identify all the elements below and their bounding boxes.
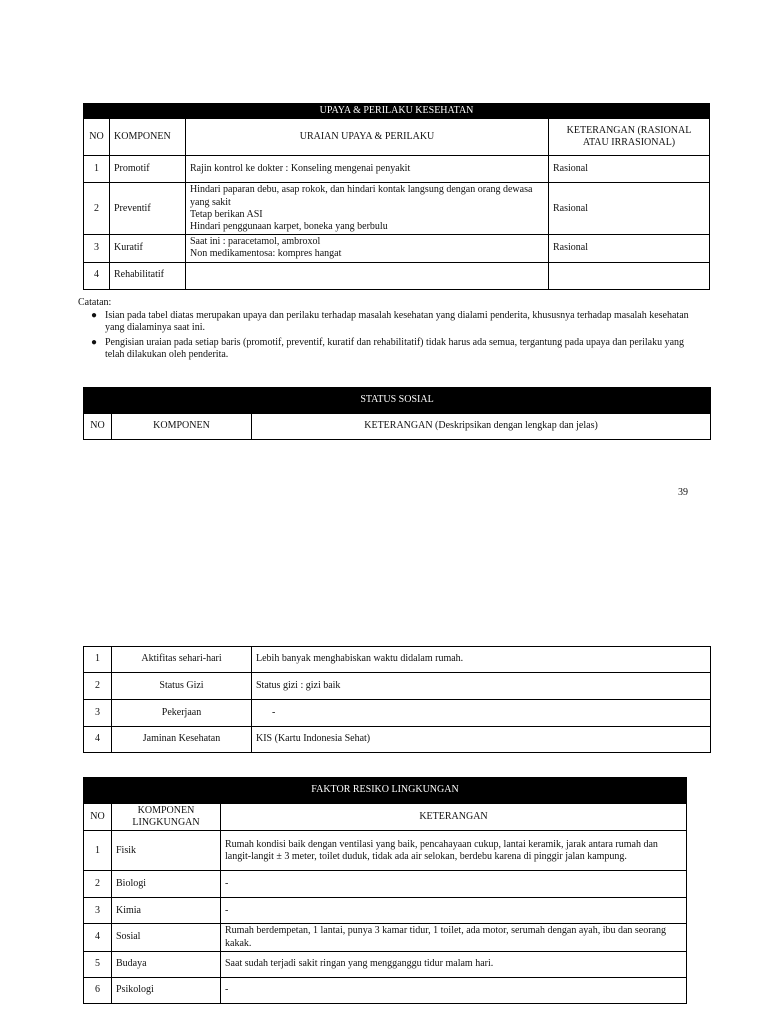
row-no: 2 xyxy=(84,183,110,235)
header-komponen: KOMPONEN xyxy=(112,414,252,440)
status-sosial-rows-table xyxy=(83,646,711,753)
row-keterangan: - xyxy=(221,977,687,1003)
row-no: 2 xyxy=(84,871,112,898)
row-keterangan: - xyxy=(252,700,711,727)
catatan-item xyxy=(91,336,698,362)
table-row xyxy=(84,156,710,183)
row-keterangan: KIS (Kartu Indonesia Sehat) xyxy=(252,727,711,753)
row-no: 2 xyxy=(84,673,112,700)
table-row xyxy=(84,977,687,1003)
table-row xyxy=(84,700,711,727)
row-komponen: Biologi xyxy=(112,871,221,898)
faktor-resiko-table xyxy=(83,777,687,1004)
row-no: 5 xyxy=(84,951,112,977)
uraian-line: Hindari penggunaan karpet, boneka yang berbulu xyxy=(190,220,388,232)
row-keterangan: Rasional xyxy=(549,183,710,235)
status-sosial-table xyxy=(83,387,711,440)
page-number: 39 xyxy=(678,487,688,498)
table-row xyxy=(84,831,687,871)
row-keterangan: - xyxy=(221,898,687,924)
catatan-label: Catatan: xyxy=(78,297,112,308)
row-uraian xyxy=(186,235,549,262)
row-komponen: Jaminan Kesehatan xyxy=(112,727,252,753)
row-keterangan: Status gizi : gizi baik xyxy=(252,673,711,700)
row-no: 1 xyxy=(84,156,110,183)
row-keterangan: Rasional xyxy=(549,156,710,183)
row-keterangan: Rasional xyxy=(549,235,710,262)
table-row xyxy=(84,183,710,235)
uraian-line: Tetap berikan ASI xyxy=(190,208,263,220)
table-row xyxy=(84,647,711,673)
header-komponen: KOMPONEN LINGKUNGAN xyxy=(112,804,221,831)
faktor-title: FAKTOR RESIKO LINGKUNGAN xyxy=(84,778,687,804)
upaya-table xyxy=(83,103,710,290)
row-no: 1 xyxy=(84,647,112,673)
catatan-text: Isian pada tabel diatas merupakan upaya dan perilaku terhadap masalah kesehatan yang dialami penderita, khususnya terhadap masalah kesehatan yang dialaminya saat ini. xyxy=(105,309,689,333)
upaya-title: UPAYA & PERILAKU KESEHATAN xyxy=(84,104,710,119)
row-komponen: Kimia xyxy=(112,898,221,924)
row-komponen: Fisik xyxy=(112,831,221,871)
status-sosial-title: STATUS SOSIAL xyxy=(84,388,711,414)
bullet-icon: ● xyxy=(91,336,98,348)
row-keterangan xyxy=(549,262,710,289)
uraian-line: Non medikamentosa: kompres hangat xyxy=(190,248,342,260)
table-row xyxy=(84,727,711,753)
header-keterangan: KETERANGAN (Deskripsikan dengan lengkap dan jelas) xyxy=(252,414,711,440)
row-keterangan: Saat sudah terjadi sakit ringan yang mengganggu tidur malam hari. xyxy=(221,951,687,977)
uraian-line: Rajin kontrol ke dokter : Konseling mengenai penyakit xyxy=(190,163,411,175)
row-komponen: Rehabilitatif xyxy=(110,262,186,289)
uraian-line: Saat ini : paracetamol, ambroxol xyxy=(190,236,321,248)
header-no: NO xyxy=(84,414,112,440)
table-row xyxy=(84,262,710,289)
uraian-line: Hindari paparan debu, asap rokok, dan hindari kontak langsung dengan orang dewasa yang sakit xyxy=(190,184,533,208)
table-row xyxy=(84,898,687,924)
row-komponen: Aktifitas sehari-hari xyxy=(112,647,252,673)
row-komponen: Psikologi xyxy=(112,977,221,1003)
row-no: 3 xyxy=(84,898,112,924)
row-no: 6 xyxy=(84,977,112,1003)
header-keterangan: KETERANGAN xyxy=(221,804,687,831)
row-no: 4 xyxy=(84,727,112,753)
row-keterangan: Rumah berdempetan, 1 lantai, punya 3 kamar tidur, 1 toilet, ada motor, serumah dengan ayah, ibu dan seorang kakak. xyxy=(221,924,687,951)
row-komponen: Budaya xyxy=(112,951,221,977)
row-keterangan: Lebih banyak menghabiskan waktu didalam rumah. xyxy=(252,647,711,673)
catatan-notes xyxy=(78,297,698,364)
table-row xyxy=(84,871,687,898)
table-row xyxy=(84,924,687,951)
header-keterangan: KETERANGAN (RASIONAL ATAU IRRASIONAL) xyxy=(549,119,710,156)
row-komponen: Kuratif xyxy=(110,235,186,262)
header-no: NO xyxy=(84,804,112,831)
row-komponen: Status Gizi xyxy=(112,673,252,700)
row-no: 4 xyxy=(84,924,112,951)
table-row xyxy=(84,951,687,977)
row-no: 1 xyxy=(84,831,112,871)
row-komponen: Preventif xyxy=(110,183,186,235)
row-uraian xyxy=(186,156,549,183)
row-no: 3 xyxy=(84,235,110,262)
row-no: 3 xyxy=(84,700,112,727)
row-no: 4 xyxy=(84,262,110,289)
table-row xyxy=(84,235,710,262)
catatan-text: Pengisian uraian pada setiap baris (promotif, preventif, kuratif dan rehabilitatif) tidak harus ada semua, tergantung pada upaya dan perilaku yang telah dilakukan oleh penderita. xyxy=(105,336,685,360)
row-uraian xyxy=(186,183,549,235)
header-no: NO xyxy=(84,119,110,156)
row-keterangan: Rumah kondisi baik dengan ventilasi yang baik, pencahayaan cukup, lantai keramik, jarak antara rumah dan langit-langit ± 3 meter, toilet duduk, tidak ada air selokan, berdebu karena di pinggir jalan kampung. xyxy=(221,831,687,871)
row-keterangan: - xyxy=(221,871,687,898)
header-uraian: URAIAN UPAYA & PERILAKU xyxy=(186,119,549,156)
row-komponen: Pekerjaan xyxy=(112,700,252,727)
header-komponen: KOMPONEN xyxy=(110,119,186,156)
row-komponen: Sosial xyxy=(112,924,221,951)
row-komponen: Promotif xyxy=(110,156,186,183)
table-row xyxy=(84,673,711,700)
catatan-item xyxy=(91,309,698,335)
bullet-icon: ● xyxy=(91,309,98,321)
row-uraian xyxy=(186,262,549,289)
